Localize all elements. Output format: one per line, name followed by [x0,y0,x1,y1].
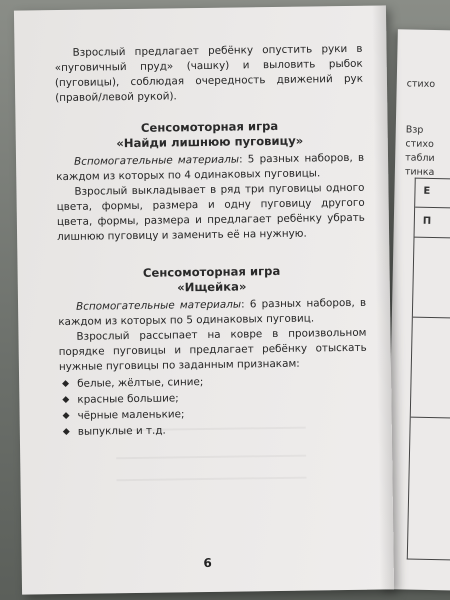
show-through-mark [116,477,306,482]
criteria-text: красные большие; [77,392,179,406]
materials-label: Вспомогательные материалы [73,153,240,168]
diamond-bullet-icon: ◆ [62,426,70,437]
materials-text: : 6 разных наборов, в каждом из которых по 5 одинаковых пуговиц. [58,296,367,329]
right-page-edge [386,29,450,591]
right-page-text: табли [405,152,435,165]
materials-label: Вспомогательные материалы [75,298,242,313]
materials-text: : 5 разных наборов, в каждом из которых по 4 одинаковых пуговицы. [56,151,365,184]
table-divider [415,207,450,209]
table-cell: П [422,215,432,227]
page-content [54,42,367,440]
show-through-mark [116,455,306,460]
diamond-bullet-icon: ◆ [62,394,70,405]
game-2-materials [58,296,366,330]
diamond-bullet-icon: ◆ [62,378,70,389]
right-page-text: стихо [405,138,434,151]
game-1-title-line-2: «Найди лишнюю пуговицу» [116,133,304,151]
game-2-title-line-2: «Ищейка» [177,279,247,295]
criteria-text: белые, жёлтые, синие; [77,376,204,390]
intro-paragraph: Взрослый предлагает ребёнку опустить руки в «пуговичный пруд» (чашку) и выловить рыбок (пуговицы), соблюдая очередность движений рук (правой/левой рукой). [54,42,364,105]
book-page [14,5,394,594]
diamond-bullet-icon: ◆ [62,410,70,421]
game-2-description: Взрослый рассыпает на ковре в произвольном порядке пуговицы и предлагает ребёнку отыскать нужные пуговицы по заданным признакам: [58,326,367,374]
criteria-text: чёрные маленькие; [77,408,185,422]
game-2-title-line-1: Сенсомоторная игра [142,263,281,280]
table-divider [415,237,450,239]
table-divider [413,317,450,319]
table-divider [411,417,450,419]
right-page-table [407,178,450,561]
right-page-text: тинка [404,166,435,179]
right-page-text: стихо [406,78,436,91]
right-page-text: Взр [405,124,424,136]
page-number: 6 [203,555,212,571]
criteria-text: выпуклые и т.д. [77,424,166,438]
game-1-description: Взрослый выкладывает в ряд три пуговицы одного цвета, формы, размера и одну пуговицу другого цвета, формы, размера и предлагает ребёнку убрать лишнюю пуговицу и заменить её на нужную. [56,181,365,244]
game-1-title-line-1: Сенсомоторная игра [140,118,279,135]
game-1-materials [56,151,364,185]
table-cell: Е [423,185,431,197]
